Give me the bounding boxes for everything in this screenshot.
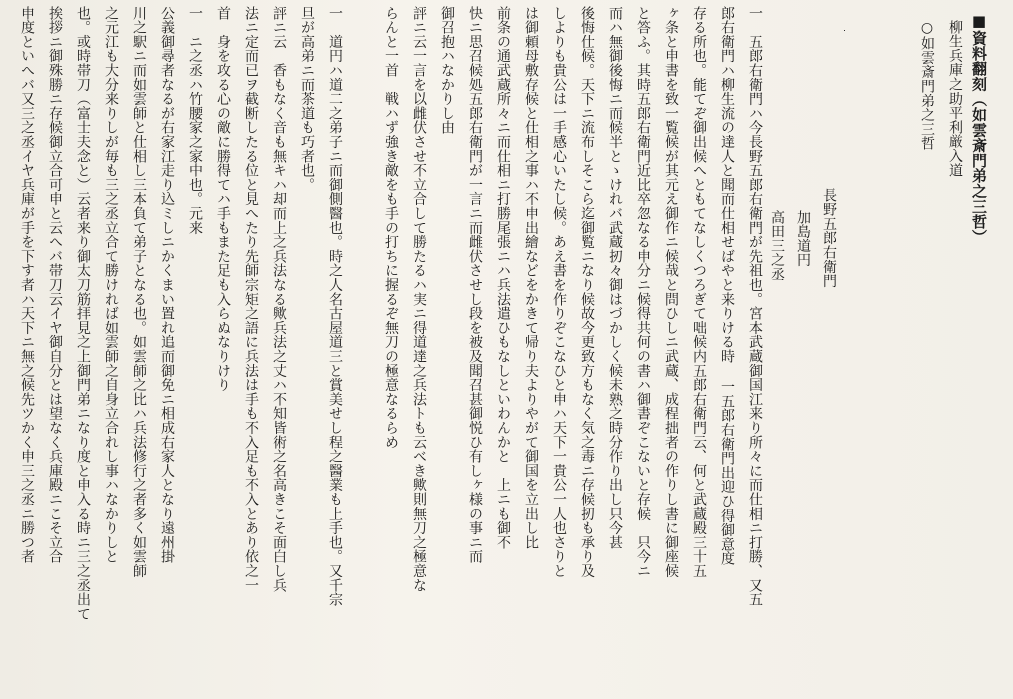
lineage-1: 長野五郎右衛門 xyxy=(821,188,837,289)
body-line-26: 挨拶ニ御殊勝ニ存候御立合可申と云へバ帯刀云イヤ御自分とは望なく兵庫殿ニこそ立合 xyxy=(47,6,63,564)
lineage-3: 高田三之丞 xyxy=(769,210,785,282)
body-line-19: 法ニ定而已ヲ截断したる位と見へたり先師宗矩之語に兵法は手も不入足も不入とあり依之一 xyxy=(243,6,259,593)
body-line-3: 存る所也。能てぞ御出候へともてなしくつろぎて咄候内五郎右衛門云、何と武蔵殿三十五 xyxy=(691,6,707,578)
body-line-23: 川之駅ニ而如雲師と仕相し三本負て弟子となる也。如雲師之比ハ兵法修行之者多く如雲師 xyxy=(131,6,147,578)
document-title: ■資料翻刻（如雲斎門弟之三哲） xyxy=(970,12,988,245)
body-line-5: と答ふ。其時五郎右衛門近比卒忽なる申分ニ候得共何の書ハ御書ぞこないと存候 只今ニ xyxy=(635,6,651,578)
body-line-1: 一 五郎右衛門ハ今長野五郎右衛門が先祖也。宮本武蔵御国江来り所々に而仕相ニ打勝、又五 xyxy=(747,6,763,607)
body-line-17: 旦が高弟ニ而茶道も巧者也。 xyxy=(299,6,315,192)
subtitle-line-1: 柳生兵庫之助平利厳入道 xyxy=(947,20,963,178)
lineage-2: 加島道円 xyxy=(795,210,811,268)
body-line-4: ヶ条と申書を致一覧候が其元え御作ニ候哉と問ひしニ武蔵、成程拙者の作りし書に御座候 xyxy=(663,6,679,578)
body-line-18: 評ニ云 香もなく音も無キハ却而上之兵法なる歟兵法之丈ハ不知皆術之名高きこそ面白し兵 xyxy=(271,6,287,593)
body-line-6: 而ハ無御後悔ニ而候半とゝけれバ武蔵扨々御はづかしく候未熟之時分作り出し只今甚 xyxy=(607,6,623,550)
body-line-21: 一 ニ之丞ハ竹腰家之家中也。元来 xyxy=(187,6,203,235)
body-line-27: 申度といへバ又三之丞イヤ兵庫が手を下す者ハ天下ニ無之候先ツかく申三之丞ニ勝つ者 xyxy=(19,6,35,564)
body-line-13: 評ニ云一言を以雌伏させ不立合して勝たるハ実ニ得道達之兵法トも云べき歟則無刀之極意な xyxy=(411,6,427,593)
subtitle-line-2: ○如雲斎門弟之三哲 xyxy=(919,20,935,151)
lineage-rule xyxy=(844,30,845,31)
body-line-16: 一 道円ハ道二之弟子ニ而御側醫也。時之人名古屋道三と賞美せし程之醫業も上手也。又千宗 xyxy=(327,6,343,607)
body-line-22: 公義御尋者なるが右家江走り込ミしニかくまい置れ追而御免ニ相成右家人となり遠州掛 xyxy=(159,6,175,564)
body-line-9: は御頼母敷存候と仕相之事ハ不申出繪などをかきて帰り夫よりやがて御国を立出し比 xyxy=(523,6,539,550)
body-line-25: 也。或時帯刀（富士夫念と）云者来り御太刀筋拝見之上御門弟ニなり度と申入る時ニ三之丞出て xyxy=(75,6,91,621)
body-line-14: らんと一首 戦ハず強き敵をも手の打ちに握るぞ無刀の極意なるらめ xyxy=(383,6,399,450)
body-line-2: 郎右衛門ハ柳生流の達人と聞而仕相せばやと来りける時 一五郎右衛門出迎ひ得御意度 xyxy=(719,6,735,566)
body-line-20: 首 身を攻る心の敵に勝得てハ手もまた足も入らぬなりけり xyxy=(215,6,231,393)
body-line-12: 御召抱ハなかりし由 xyxy=(439,6,455,135)
body-line-11: 快ニ思召候処五郎右衛門が一言ニ而雌伏させし段を被及聞召甚御悦ひ有しヶ様の事ニ而 xyxy=(467,6,483,564)
body-line-7: 後悔仕候。天下ニ流布しそこら迄御覧ニなり候故今更致方もなく気之毒ニ存候扨も承り及 xyxy=(579,6,595,578)
body-line-8: しよりも貴公は一手感心いたし候。あえ書を作りぞこなひと申ハ天下一貴公一人也さりと xyxy=(551,6,567,578)
body-line-24: 之元江も大分来りしが毎も三之丞立合て勝ければ如雲師之自身立合れし事ハなかりしと xyxy=(103,6,119,564)
body-line-10: 前条の通武蔵所々ニ而仕相ニ打勝尾張ニハ兵法遣ひもなしといわんかと 上ニも御不 xyxy=(495,6,511,550)
